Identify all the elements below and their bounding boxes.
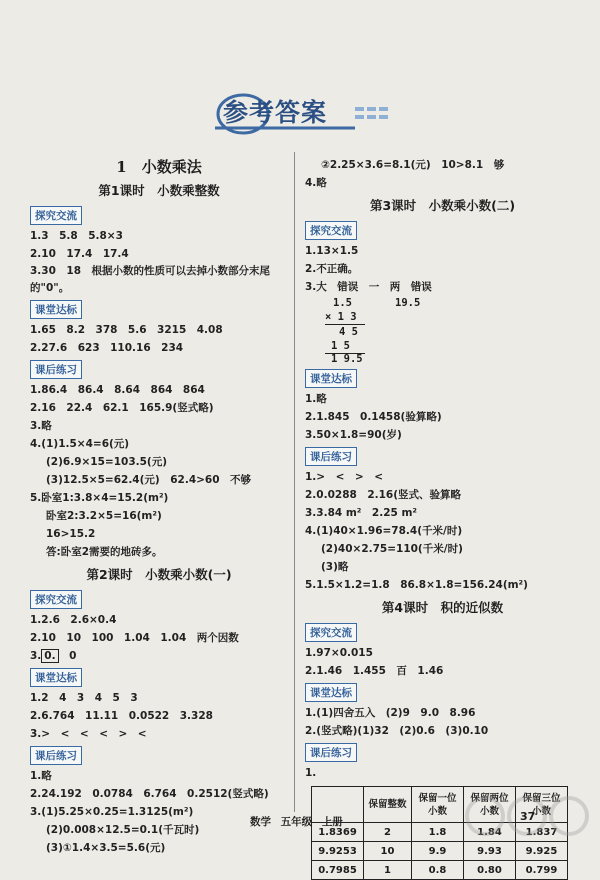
lesson-1-title: 第1课时 小数乘整数 [98, 183, 220, 198]
answer-line: 1.> < > < [305, 471, 383, 483]
tag-classwork: 课堂达标 [305, 683, 357, 702]
answer-line: 3.50×1.8=90(岁) [305, 429, 402, 441]
answer-line: 卧室2:3.2×5=16(m²) [46, 510, 162, 522]
table-row [312, 861, 568, 880]
calc-row: × 1 3 [325, 311, 357, 323]
footer-subject: 数学 [250, 816, 271, 828]
tag-homework: 课后练习 [30, 360, 82, 379]
answer-line: 3.(1)5.25×0.25=1.3125(m²) [30, 806, 194, 818]
header-banner [205, 90, 395, 136]
table-header-cell: 保留三位小数 [516, 787, 568, 823]
answer-line: 2.(竖式略)(1)32 (2)0.6 (3)0.10 [305, 725, 489, 737]
table-header-cell: 保留整数 [364, 787, 412, 823]
answer-suffix: 0 [58, 650, 77, 662]
answer-line: 1.97×0.015 [305, 647, 373, 659]
right-column [305, 150, 580, 880]
table-cell: 0.799 [516, 861, 568, 880]
answer-line: (3)略 [321, 561, 349, 573]
tag-homework: 课后练习 [305, 743, 357, 762]
table-header-cell: 保留两位小数 [464, 787, 516, 823]
answer-line: 1.略 [30, 770, 52, 782]
answer-line: (3)12.5×5=62.4(元) 62.4>60 不够 [46, 474, 252, 486]
table-cell: 10 [364, 842, 412, 861]
lesson-4-title: 第4课时 积的近似数 [381, 600, 504, 615]
answer-line: 1.2.6 2.6×0.4 [30, 614, 117, 626]
calc-result: 19.5 [395, 297, 421, 309]
answer-line: ②2.25×3.6=8.1(元) 10>8.1 够 [321, 159, 505, 171]
table-cell: 0.7985 [312, 861, 364, 880]
answer-line: 2.10 17.4 17.4 [30, 248, 129, 260]
table-cell: 1 [364, 861, 412, 880]
calc-row: 1 9.5 [331, 353, 363, 365]
table-cell: 9.9 [412, 842, 464, 861]
tag-explore: 探究交流 [30, 206, 82, 225]
lesson-2-title: 第2课时 小数乘小数(一) [86, 567, 232, 582]
table-cell: 0.8 [412, 861, 464, 880]
tag-explore: 探究交流 [305, 623, 357, 642]
lesson-3-title: 第3课时 小数乘小数(二) [369, 198, 516, 213]
answer-line: 1.65 8.2 378 5.6 3215 4.08 [30, 324, 223, 336]
answer-line: 4.(1)40×1.96=78.4(千米/时) [305, 525, 463, 537]
table-cell: 1.84 [464, 823, 516, 842]
answer-line: 3.> < < < > < [30, 728, 147, 740]
calc-row: 1.5 [333, 297, 352, 309]
tag-classwork: 课堂达标 [305, 369, 357, 388]
answer-line: 3.略 [30, 420, 52, 432]
left-column [30, 150, 288, 857]
answer-line: 1.2 4 3 4 5 3 [30, 692, 138, 704]
vertical-calculation [325, 296, 580, 365]
table-cell: 9.9253 [312, 842, 364, 861]
chapter-title: 1 小数乘法 [116, 158, 202, 176]
answer-line: 2.1.46 1.455 百 1.46 [305, 665, 444, 677]
answer-line: 2.0.0288 2.16(竖式、验算略 [305, 489, 462, 501]
answer-prefix: 3. [30, 650, 42, 662]
answer-line: (3)①1.4×3.5=5.6(元) [46, 842, 166, 854]
answer-line: 2.27.6 623 110.16 234 [30, 342, 184, 354]
answer-line: 5.1.5×1.2=1.8 86.8×1.8=156.24(m²) [305, 579, 528, 591]
answer-line: 2.16 22.4 62.1 165.9(竖式略) [30, 402, 214, 414]
answer-line: 4.(1)1.5×4=6(元) [30, 438, 130, 450]
answer-line: 答:卧室2需要的地砖多。 [46, 546, 163, 558]
answer-line: (2)40×2.75=110(千米/时) [321, 543, 463, 555]
calc-row: 4 5 [339, 326, 358, 338]
table-header-cell: 保留一位小数 [412, 787, 464, 823]
tag-explore: 探究交流 [305, 221, 357, 240]
table-cell: 9.93 [464, 842, 516, 861]
page-footer [250, 814, 349, 829]
tag-homework: 课后练习 [30, 746, 82, 765]
answer-line: 5.卧室1:3.8×4=15.2(m²) [30, 492, 169, 504]
answer-line: 1.13×1.5 [305, 245, 359, 257]
tag-classwork: 课堂达标 [30, 300, 82, 319]
answer-line: 16>15.2 [46, 528, 96, 540]
tag-classwork: 课堂达标 [30, 668, 82, 687]
answer-line: (2)6.9×15=103.5(元) [46, 456, 168, 468]
table-cell: 2 [364, 823, 412, 842]
table-cell: 1.837 [516, 823, 568, 842]
answer-line: 3.30 18 根据小数的性质可以去掉小数部分末尾的"0"。 [30, 265, 271, 294]
answer-line: 4.略 [305, 177, 327, 189]
answer-line: (2)0.008×12.5=0.1(千瓦时) [46, 824, 200, 836]
answer-line: 1.略 [305, 393, 327, 405]
answer-line: 1.(1)四舍五入 (2)9 9.0 8.96 [305, 707, 476, 719]
page-title: 参考答案 [223, 98, 328, 127]
footer-volume: 上册 [321, 816, 343, 828]
tag-homework: 课后练习 [305, 447, 357, 466]
answer-line: 2.24.192 0.0784 6.764 0.2512(竖式略) [30, 788, 269, 800]
answer-line [30, 647, 288, 665]
column-divider [294, 152, 295, 812]
table-cell: 9.925 [516, 842, 568, 861]
page-number: 37 [520, 810, 536, 823]
table-cell: 1.8 [412, 823, 464, 842]
footer-grade: 五年级 [280, 816, 313, 828]
table-cell: 1.8369 [312, 823, 364, 842]
table-cell: 0.80 [464, 861, 516, 880]
answer-line: 2.1.845 0.1458(验算略) [305, 411, 442, 423]
tag-explore: 探究交流 [30, 590, 82, 609]
answer-line: 3.大 错误 一 两 错误 [305, 281, 432, 293]
answer-line: 1. [305, 767, 317, 779]
answer-line: 1.3 5.8 5.8×3 [30, 230, 123, 242]
calc-row: 1 5 [331, 340, 350, 352]
answer-line: 2.10 10 100 1.04 1.04 两个因数 [30, 632, 239, 644]
watermark-stamp-icon [455, 790, 595, 850]
answer-line: 3.3.84 m² 2.25 m² [305, 507, 417, 519]
answer-line: 1.86.4 86.4 8.64 864 864 [30, 384, 205, 396]
answer-line: 2.6.764 11.11 0.0522 3.328 [30, 710, 213, 722]
answer-line: 2.不正确。 [305, 263, 359, 275]
boxed-answer: 0. [41, 649, 58, 663]
